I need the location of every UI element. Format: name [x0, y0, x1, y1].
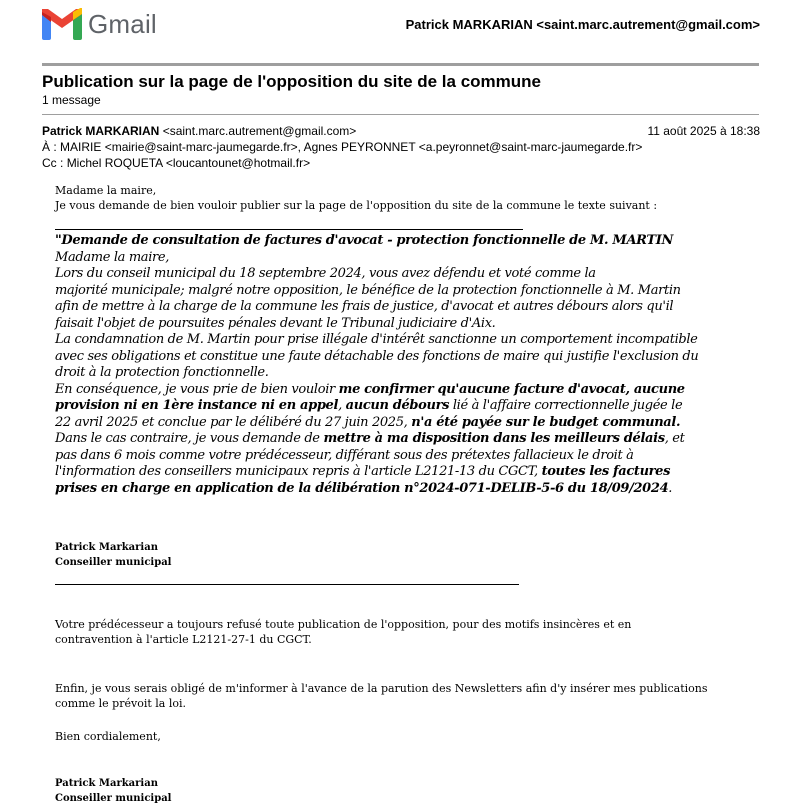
- cc-label: Cc :: [42, 156, 64, 170]
- subject-divider: [42, 114, 759, 115]
- to-recipients[interactable]: MAIRIE <mairie@saint-marc-jaumegarde.fr>, Agnes PEYRONNET <a.peyronnet@saint-marc-jaumegarde.fr>: [60, 140, 643, 154]
- paragraph-line: contravention à l'article L2121-27-1 du CGCT.: [55, 633, 312, 646]
- quote-emphasis: me confirmer qu'aucune facture d'avocat, aucune: [338, 381, 685, 397]
- quote-line: afin de mettre à la charge de la commune les frais de justice, d'avocat et autres débours alors qu'il: [55, 299, 674, 314]
- quote-emphasis: mettre à ma disposition dans les meilleurs délais: [323, 431, 665, 446]
- quote-text: En conséquence, je vous prie de bien vouloir: [55, 381, 339, 397]
- quote-text: .: [668, 480, 673, 496]
- quote-emphasis: provision ni en 1ère instance ni en appel: [55, 398, 339, 413]
- quote-text: Dans le cas contraire, je vous demande de: [55, 431, 324, 446]
- signature-name: Patrick Markarian: [55, 778, 158, 789]
- gmail-m-icon: [42, 8, 82, 40]
- quote-line: [55, 431, 755, 448]
- signature-block: [55, 776, 171, 806]
- gmail-wordmark: Gmail: [88, 8, 157, 39]
- quote-line: [55, 464, 755, 481]
- cc-recipients[interactable]: Michel ROQUETA <loucantounet@hotmail.fr>: [66, 156, 311, 170]
- sender-email[interactable]: <saint.marc.autrement@gmail.com>: [162, 124, 357, 138]
- top-bar: [0, 0, 794, 60]
- cc-line: [42, 156, 310, 170]
- quote-line: Lors du conseil municipal du 18 septembre 2024, vous avez défendu et voté comme la: [55, 266, 596, 281]
- gmail-logo[interactable]: [42, 8, 157, 40]
- paragraph-newsletters: [55, 681, 708, 711]
- quote-line: majorité municipale; malgré notre opposition, le bénéfice de la protection fonctionnelle à M. Martin: [55, 282, 681, 298]
- signature-role: Conseiller municipal: [55, 557, 172, 568]
- signature-block: [55, 540, 171, 570]
- signature-name: Patrick Markarian: [55, 542, 158, 553]
- quote-line: [55, 382, 755, 399]
- quote-top-rule: [55, 229, 523, 230]
- quote-line: [55, 415, 755, 432]
- intro-paragraph: Je vous demande de bien vouloir publier sur la page de l'opposition du site de la commune le texte suivant :: [55, 199, 658, 212]
- quote-text: ,: [338, 398, 346, 413]
- paragraph-predecessor: [55, 617, 631, 647]
- quote-line: La condamnation de M. Martin pour prise illégale d'intérêt sanctionne un comportement incompatible: [55, 332, 698, 347]
- closing: Bien cordialement,: [55, 730, 161, 743]
- quote-emphasis: n'a été payée sur le budget communal.: [411, 414, 681, 430]
- quote-line: avec ses obligations et constitue une faute détachable des fonctions de maire qui justifie l'exclusion du: [55, 348, 699, 364]
- to-label: À :: [42, 140, 57, 154]
- quote-line: droit à la protection fonctionnelle.: [55, 365, 269, 380]
- sender-name: Patrick MARKARIAN: [42, 124, 160, 138]
- paragraph-line: Enfin, je vous serais obligé de m'informer à l'avance de la parution des Newsletters afin d'y insérer mes publications: [55, 682, 708, 695]
- message-count: 1 message: [42, 93, 101, 107]
- quote-bottom-rule: [55, 584, 519, 585]
- greeting: Madame la maire,: [55, 184, 157, 197]
- quote-line: faisait l'objet de poursuites pénales devant le Tribunal judiciaire d'Aix.: [55, 315, 496, 331]
- quote-line: [55, 481, 755, 498]
- quote-line: [55, 398, 755, 415]
- quote-title: "Demande de consultation de factures d'avocat - protection fonctionnelle de M. MARTIN: [55, 233, 673, 248]
- quote-emphasis: prises en charge en application de la délibération n°2024-071-DELIB-5-6 du 18/09/2024: [55, 480, 669, 496]
- quoted-statement: [55, 233, 755, 497]
- quote-text: lié à l'affaire correctionnelle jugée le: [449, 398, 683, 413]
- account-identity: Patrick MARKARIAN <saint.marc.autrement@gmail.com>: [405, 17, 760, 32]
- quote-line: pas dans 6 mois comme votre prédécesseur, différant sous des prétextes fallacieux le droit à: [55, 447, 634, 463]
- paragraph-line: Votre prédécesseur a toujours refusé toute publication de l'opposition, pour des motifs insincères et en: [55, 618, 632, 631]
- signature-role: Conseiller municipal: [55, 793, 172, 804]
- quote-text: , et: [664, 431, 685, 446]
- paragraph-line: comme le prévoit la loi.: [55, 697, 186, 710]
- quote-text: 22 avril 2025 et conclue par le délibéré du 27 juin 2025,: [55, 414, 412, 430]
- quote-line: Madame la maire,: [55, 249, 170, 265]
- recipients-line: [42, 140, 642, 154]
- header-divider: [42, 63, 759, 66]
- message-date: 11 août 2025 à 18:38: [647, 124, 760, 138]
- message-body: [55, 183, 755, 213]
- quote-text: l'information des conseillers municipaux repris à l'article L2121-13 du CGCT,: [55, 464, 542, 479]
- quote-emphasis: aucun débours: [345, 398, 450, 413]
- sender-line: [42, 124, 356, 138]
- quote-emphasis: toutes les factures: [541, 464, 671, 479]
- thread-subject: Publication sur la page de l'opposition du site de la commune: [42, 72, 542, 91]
